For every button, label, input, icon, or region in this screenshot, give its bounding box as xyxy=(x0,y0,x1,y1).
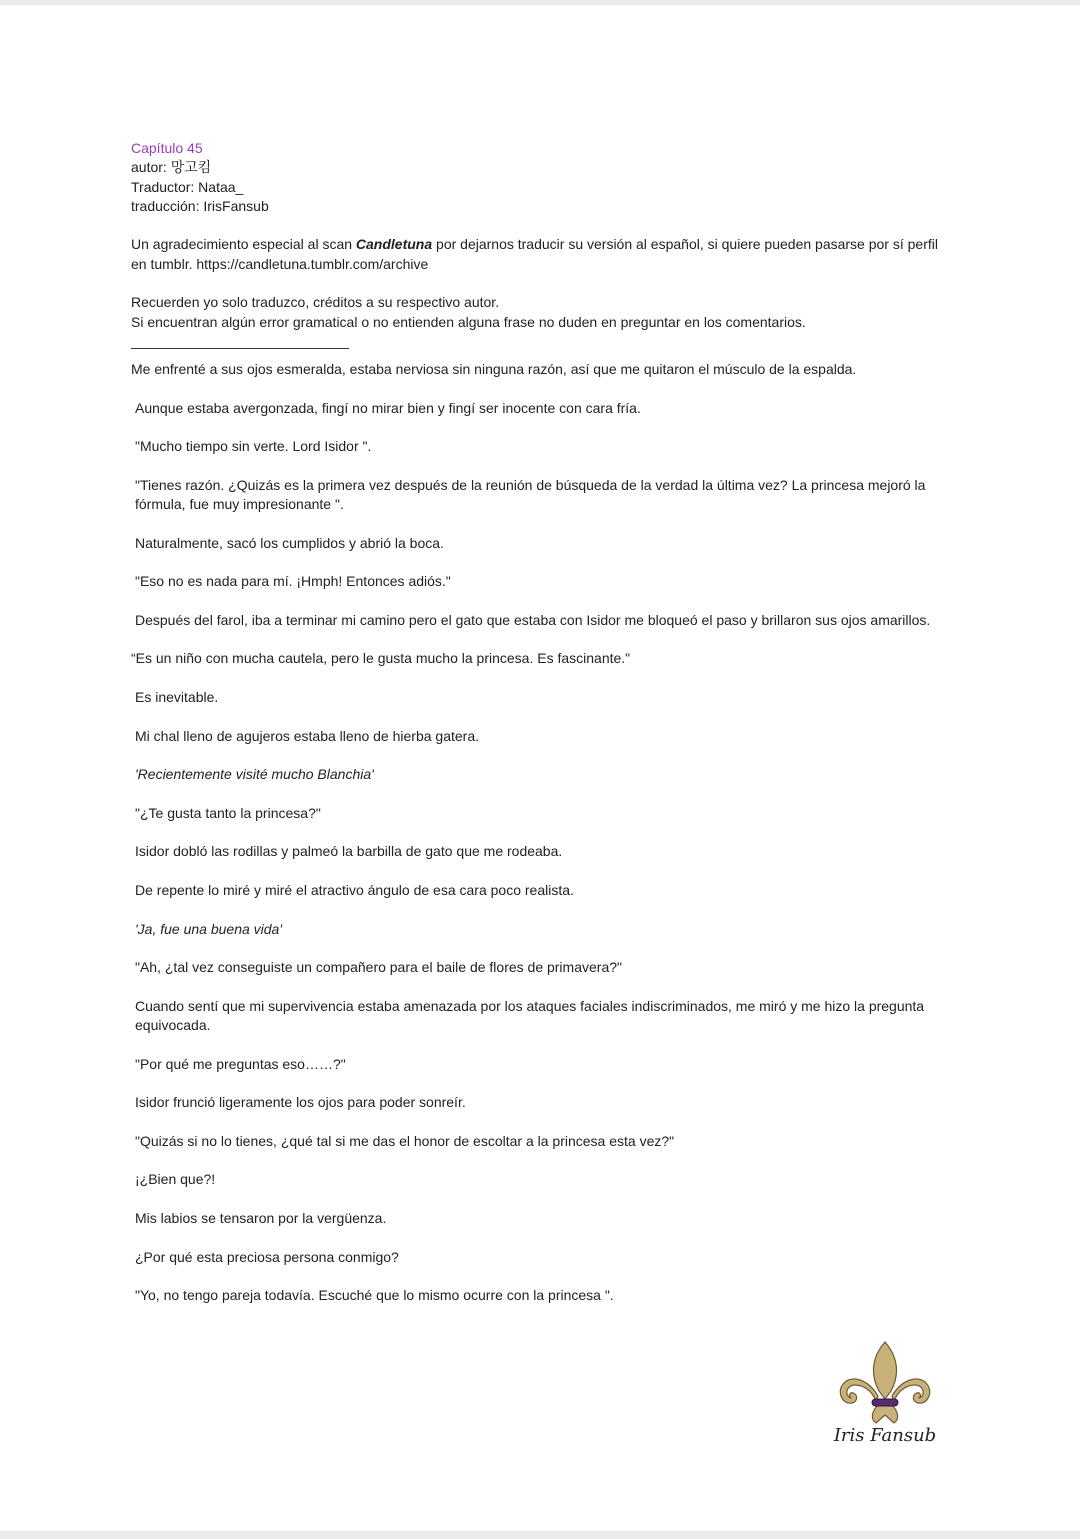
story-paragraph: 'Ja, fue una buena vida' xyxy=(135,920,283,937)
story-paragraph: Isidor frunció ligeramente los ojos para poder sonreír. xyxy=(135,1094,466,1111)
story-paragraph: De repente lo miré y miré el atractivo ángulo de esa cara poco realista. xyxy=(135,881,574,898)
story-paragraph: "¿Te gusta tanto la princesa?" xyxy=(135,804,321,821)
story-paragraph: Aunque estaba avergonzada, fingí no mirar bien y fingí ser inocente con cara fría. xyxy=(135,399,641,416)
document-page xyxy=(0,5,1080,1531)
story-paragraph: "Por qué me preguntas eso……?" xyxy=(135,1055,346,1072)
story-paragraph: "Yo, no tengo pareja todavía. Escuché que lo mismo ocurre con la princesa ". xyxy=(135,1287,614,1304)
story-paragraph: Cuando sentí que mi supervivencia estaba amenazada por los ataques faciales indiscriminados, me miró y me hizo la pregunta equivocada. xyxy=(135,997,925,1034)
story-paragraph: Naturalmente, sacó los cumplidos y abrió la boca. xyxy=(135,534,444,551)
story-paragraph: "Mucho tiempo sin verte. Lord Isidor ". xyxy=(135,438,372,455)
story-paragraph: Me enfrenté a sus ojos esmeralda, estaba nerviosa sin ninguna razón, así que me quitaron el músculo de la espalda. xyxy=(131,360,857,377)
story-paragraph: ¿Por qué esta preciosa persona conmigo? xyxy=(135,1248,399,1265)
author-line: autor: 망고킴 xyxy=(131,159,212,176)
story-paragraph: Isidor dobló las rodillas y palmeó la barbilla de gato que me rodeaba. xyxy=(135,843,563,860)
story-paragraph: “Es un niño con mucha cautela, pero le gusta mucho la princesa. Es fascinante." xyxy=(131,650,631,667)
chapter-title: Capítulo 45 xyxy=(131,140,203,156)
story-paragraph: Mis labios se tensaron por la vergüenza. xyxy=(135,1210,387,1227)
translator-line: Traductor: Nataa_ xyxy=(131,178,244,195)
story-paragraph: "Tienes razón. ¿Quizás es la primera vez después de la reunión de búsqueda de la verdad la última vez? La princesa mejoró la fórmula, fue muy impresionante ". xyxy=(135,476,926,513)
story-paragraph: ¡¿Bien que?! xyxy=(135,1171,216,1188)
translation-line: traducción: IrisFansub xyxy=(131,197,269,214)
thanks-paragraph xyxy=(131,235,956,274)
fleur-de-lis-icon xyxy=(832,1339,938,1425)
story-paragraph: "Quizás si no lo tienes, ¿qué tal si me das el honor de escoltar a la princesa esta vez?" xyxy=(135,1132,675,1149)
thanks-prefix: Un agradecimiento especial al scan xyxy=(131,236,356,253)
story-paragraph: "Ah, ¿tal vez conseguiste un compañero para el baile de flores de primavera?" xyxy=(135,959,622,976)
story-paragraph: Es inevitable. xyxy=(135,689,219,706)
divider-line xyxy=(131,348,349,349)
thanks-suffix: por dejarnos traducir su versión al español, si quiere pueden pasarse por sí perfil en tumblr. https://candletuna.tumblr.com/archive xyxy=(131,236,938,272)
story-paragraph: Después del farol, iba a terminar mi camino pero el gato que estaba con Isidor me bloqueó el paso y brillaron sus ojos amarillos. xyxy=(135,611,931,628)
iris-fansub-logo xyxy=(832,1339,938,1454)
story-paragraph: Mi chal lleno de agujeros estaba lleno de hierba gatera. xyxy=(135,727,480,744)
story-paragraph: "Eso no es nada para mí. ¡Hmph! Entonces adiós." xyxy=(135,573,451,590)
note-errors: Si encuentran algún error gramatical o no entienden alguna frase no duden en preguntar en los comentarios. xyxy=(131,313,806,330)
logo-text: Iris Fansub xyxy=(833,1425,937,1446)
scan-name: Candletuna xyxy=(355,236,433,253)
document-content xyxy=(131,139,956,1306)
story-paragraph: 'Recientemente visité mucho Blanchia' xyxy=(135,766,374,783)
note-credits: Recuerden yo solo traduzco, créditos a su respectivo autor. xyxy=(131,294,500,311)
